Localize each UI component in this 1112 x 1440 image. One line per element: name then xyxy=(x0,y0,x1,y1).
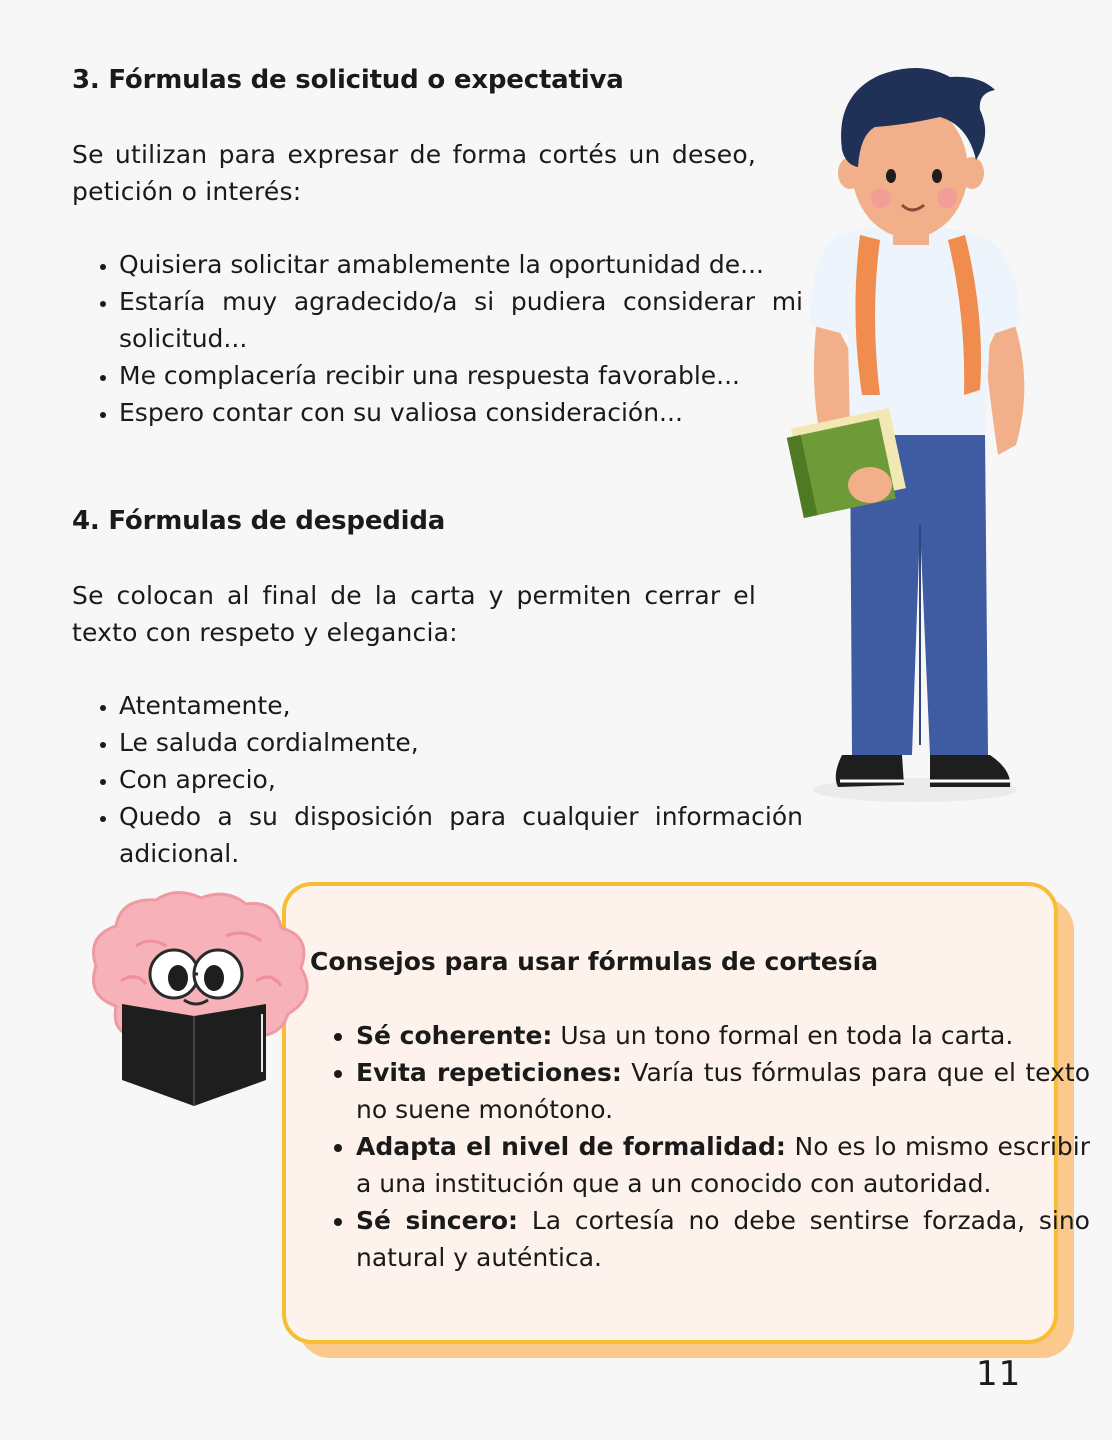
brain-reading-illustration xyxy=(76,886,320,1112)
tip-item xyxy=(356,1017,1090,1054)
tip-item xyxy=(356,1054,1090,1128)
list-item: • Espero contar con su valiosa consideración... xyxy=(119,394,803,431)
tips-title: Consejos para usar fórmulas de cortesía xyxy=(310,947,879,976)
tip-label: Evita repeticiones: xyxy=(356,1058,622,1087)
section-4-intro: Se colocan al final de la carta y permiten cerrar el texto con respeto y elegancia: xyxy=(72,581,756,647)
section-4-title: 4. Fórmulas de despedida xyxy=(72,506,446,536)
tip-label: Sé sincero: xyxy=(356,1206,519,1235)
tip-item xyxy=(356,1128,1090,1202)
tip-text: Varía tus fórmulas para que el texto no suene monótono. xyxy=(356,1058,1091,1124)
tips-list xyxy=(309,1017,1090,1276)
list-item: • Con aprecio, xyxy=(119,761,803,798)
list-item: • Atentamente, xyxy=(119,687,803,724)
tip-text: Usa un tono formal en toda la carta. xyxy=(552,1021,1014,1050)
list-item: • Le saluda cordialmente, xyxy=(119,724,803,761)
section-3-title: 3. Fórmulas de solicitud o expectativa xyxy=(72,65,624,95)
section-4-list xyxy=(72,687,803,872)
list-item: • Quedo a su disposición para cualquier información adicional. xyxy=(119,798,803,872)
student-illustration xyxy=(780,55,1040,805)
list-item: • Quisiera solicitar amablemente la oportunidad de... xyxy=(119,246,803,283)
tip-label: Sé coherente: xyxy=(356,1021,553,1050)
section-3-list xyxy=(72,246,803,431)
page-number: 11 xyxy=(976,1354,1022,1394)
tip-item xyxy=(356,1202,1090,1276)
tip-label: Adapta el nivel de formalidad: xyxy=(356,1132,786,1161)
list-item: • Estaría muy agradecido/a si pudiera considerar mi solicitud... xyxy=(119,283,803,357)
list-item: • Me complacería recibir una respuesta favorable... xyxy=(119,357,803,394)
tip-text: No es lo mismo escribir a una institución que a un conocido con autoridad. xyxy=(356,1132,1090,1198)
section-3-intro: Se utilizan para expresar de forma cortés un deseo, petición o interés: xyxy=(72,140,756,206)
tip-text: La cortesía no debe sentirse forzada, sino natural y auténtica. xyxy=(356,1206,1090,1272)
